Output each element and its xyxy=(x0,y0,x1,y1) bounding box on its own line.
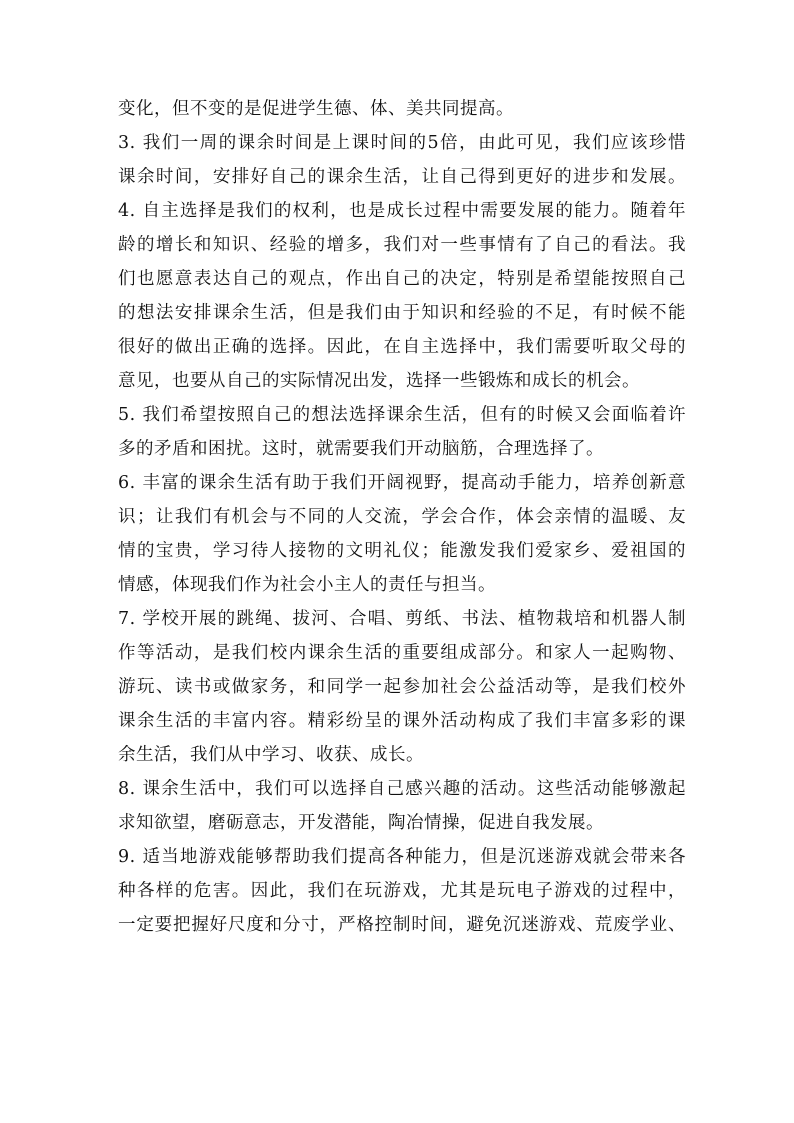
text-line: 种各样的危害。因此，我们在玩游戏，尤其是玩电子游戏的过程中， xyxy=(118,881,686,901)
text-line: 8. 课余生活中，我们可以选择自己感兴趣的活动。这些活动能够激起 xyxy=(118,779,686,799)
text-line: 6. 丰富的课余生活有助于我们开阔视野，提高动手能力，培养创新意 xyxy=(118,473,686,493)
document-body xyxy=(118,92,686,942)
text-line: 的想法安排课余生活，但是我们由于知识和经验的不足，有时候不能 xyxy=(118,303,686,323)
text-line: 作等活动，是我们校内课余生活的重要组成部分。和家人一起购物、 xyxy=(118,643,686,663)
text-line: 们也愿意表达自己的观点，作出自己的决定，特别是希望能按照自己 xyxy=(118,269,686,289)
text-line: 4. 自主选择是我们的权利，也是成长过程中需要发展的能力。随着年 xyxy=(118,201,686,221)
text-line: 识；让我们有机会与不同的人交流，学会合作，体会亲情的温暖、友 xyxy=(118,507,686,527)
text-line: 课余时间，安排好自己的课余生活，让自己得到更好的进步和发展。 xyxy=(118,167,686,187)
text-line: 龄的增长和知识、经验的增多，我们对一些事情有了自己的看法。我 xyxy=(118,235,686,255)
text-line: 9. 适当地游戏能够帮助我们提高各种能力，但是沉迷游戏就会带来各 xyxy=(118,847,686,867)
text-line: 求知欲望，磨砺意志，开发潜能，陶冶情操，促进自我发展。 xyxy=(118,813,604,833)
text-line: 余生活，我们从中学习、收获、成长。 xyxy=(118,745,424,765)
text-line: 多的矛盾和困扰。这时，就需要我们开动脑筋，合理选择了。 xyxy=(118,439,604,459)
text-line: 意见，也要从自己的实际情况出发，选择一些锻炼和成长的机会。 xyxy=(118,371,640,391)
text-line: 7. 学校开展的跳绳、拔河、合唱、剪纸、书法、植物栽培和机器人制 xyxy=(118,609,686,629)
text-line: 情感，体现我们作为社会小主人的责任与担当。 xyxy=(118,575,496,595)
text-line: 情的宝贵，学习待人接物的文明礼仪；能激发我们爱家乡、爱祖国的 xyxy=(118,541,686,561)
text-line: 3. 我们一周的课余时间是上课时间的5倍，由此可见，我们应该珍惜 xyxy=(118,133,686,153)
text-line: 很好的做出正确的选择。因此，在自主选择中，我们需要听取父母的 xyxy=(118,337,686,357)
text-line: 一定要把握好尺度和分寸，严格控制时间，避免沉迷游戏、荒废学业、 xyxy=(118,915,686,935)
text-line: 课余生活的丰富内容。精彩纷呈的课外活动构成了我们丰富多彩的课 xyxy=(118,711,686,731)
text-line: 变化，但不变的是促进学生德、体、美共同提高。 xyxy=(118,99,514,119)
text-line: 游玩、读书或做家务，和同学一起参加社会公益活动等，是我们校外 xyxy=(118,677,686,697)
text-line: 5. 我们希望按照自己的想法选择课余生活，但有的时候又会面临着许 xyxy=(118,405,686,425)
